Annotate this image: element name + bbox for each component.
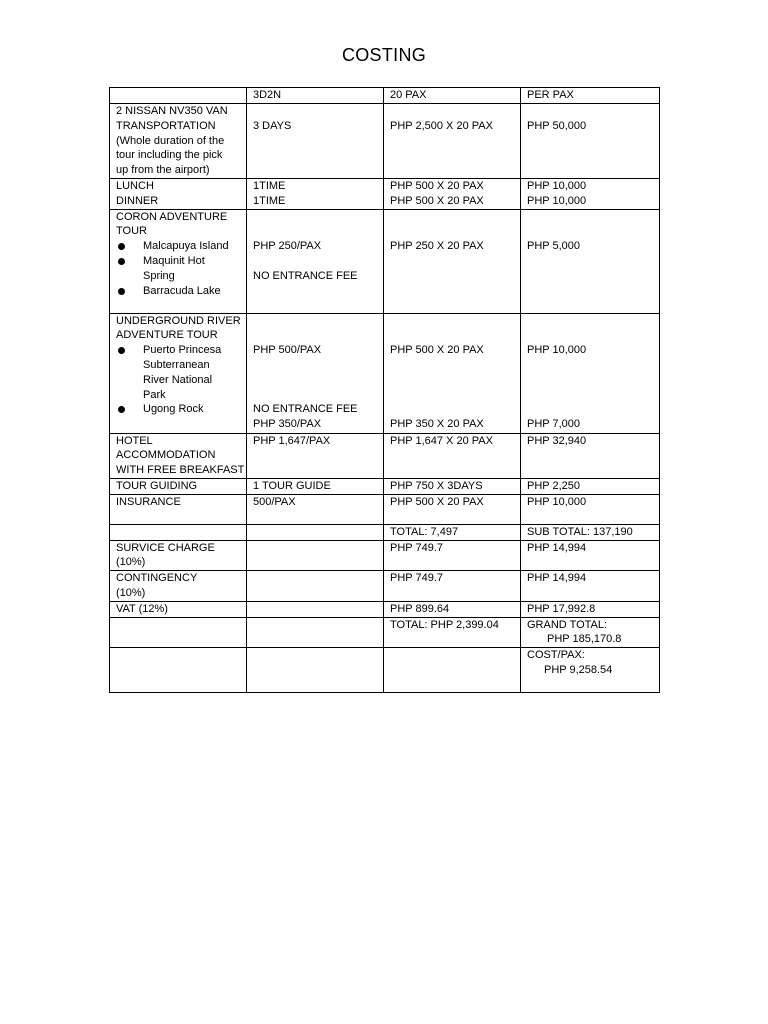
grand-empty-cell bbox=[110, 617, 247, 648]
table-row-insurance bbox=[110, 494, 660, 524]
van-description: 2 NISSAN NV350 VAN TRANSPORTATION (Whole duration of the tour including the pick up from the airport) bbox=[110, 104, 247, 179]
insurance-description: INSURANCE bbox=[110, 494, 247, 524]
cost-pax-empty-cell bbox=[247, 648, 384, 693]
insurance-calc: PHP 500 X 20 PAX bbox=[384, 494, 521, 524]
insurance-rate: 500/PAX bbox=[247, 494, 384, 524]
vat-description: VAT (12%) bbox=[110, 601, 247, 617]
grand-total-cell bbox=[521, 617, 660, 648]
costing-table bbox=[109, 87, 660, 693]
table-row-contingency bbox=[110, 571, 660, 602]
contingency-empty-cell bbox=[247, 571, 384, 602]
subtotal-value: SUB TOTAL: 137,190 bbox=[521, 524, 660, 540]
insurance-total: PHP 10,000 bbox=[521, 494, 660, 524]
vat-total: PHP 17,992.8 bbox=[521, 601, 660, 617]
contingency-total: PHP 14,994 bbox=[521, 571, 660, 602]
underground-total: PHP 10,000 PHP 7,000 bbox=[521, 313, 660, 433]
meals-frequency: 1TIME 1TIME bbox=[247, 179, 384, 210]
table-row-service-charge bbox=[110, 540, 660, 571]
table-row-hotel bbox=[110, 433, 660, 478]
underground-bullet-item: Ugong Rock bbox=[116, 402, 242, 417]
table-row-coron bbox=[110, 209, 660, 313]
hotel-rate: PHP 1,647/PAX bbox=[247, 433, 384, 478]
header-row bbox=[110, 88, 660, 104]
table-row-underground bbox=[110, 313, 660, 433]
cost-pax-cell bbox=[521, 648, 660, 693]
guiding-total: PHP 2,250 bbox=[521, 478, 660, 494]
contingency-calc: PHP 749.7 bbox=[384, 571, 521, 602]
cost-pax-value: PHP 9,258.54 bbox=[544, 663, 613, 676]
vat-empty-cell bbox=[247, 601, 384, 617]
header-cell-per-pax: PER PAX bbox=[521, 88, 660, 104]
coron-bullet-item: Maquinit Hot Spring bbox=[116, 254, 242, 284]
table-row-grand-total bbox=[110, 617, 660, 648]
service-empty-cell bbox=[247, 540, 384, 571]
meals-calc: PHP 500 X 20 PAX PHP 500 X 20 PAX bbox=[384, 179, 521, 210]
hotel-total: PHP 32,940 bbox=[521, 433, 660, 478]
cost-pax-empty-cell bbox=[110, 648, 247, 693]
guiding-calc: PHP 750 X 3DAYS bbox=[384, 478, 521, 494]
underground-bullet-item: Puerto Princesa Subterranean River National Park bbox=[116, 343, 242, 402]
table-row-van bbox=[110, 104, 660, 179]
table-row-meals bbox=[110, 179, 660, 210]
service-total: PHP 14,994 bbox=[521, 540, 660, 571]
service-calc: PHP 749.7 bbox=[384, 540, 521, 571]
coron-total: PHP 5,000 bbox=[521, 209, 660, 313]
header-cell-duration: 3D2N bbox=[247, 88, 384, 104]
header-cell-item bbox=[110, 88, 247, 104]
van-duration: 3 DAYS bbox=[247, 104, 384, 179]
underground-rate: PHP 500/PAX NO ENTRANCE FEE PHP 350/PAX bbox=[247, 313, 384, 433]
meals-total: PHP 10,000 PHP 10,000 bbox=[521, 179, 660, 210]
hotel-description: HOTEL ACCOMMODATION WITH FREE BREAKFAST bbox=[110, 433, 247, 478]
service-description: SURVICE CHARGE (10%) bbox=[110, 540, 247, 571]
table-row-subtotal bbox=[110, 524, 660, 540]
coron-rate: PHP 250/PAX NO ENTRANCE FEE bbox=[247, 209, 384, 313]
coron-bullet-item: Barracuda Lake bbox=[116, 284, 242, 299]
table-row-vat bbox=[110, 601, 660, 617]
grand-total-label: GRAND TOTAL: bbox=[527, 618, 608, 631]
subtotal-empty-cell bbox=[247, 524, 384, 540]
coron-description: CORON ADVENTURE TOUR Malcapuya Island Maquinit Hot Spring Barracuda Lake bbox=[110, 209, 247, 313]
meals-description: LUNCH DINNER bbox=[110, 179, 247, 210]
guiding-description: TOUR GUIDING bbox=[110, 478, 247, 494]
page-title: COSTING bbox=[341, 45, 427, 65]
van-total: PHP 50,000 bbox=[521, 104, 660, 179]
contingency-description: CONTINGENCY (10%) bbox=[110, 571, 247, 602]
grand-empty-cell bbox=[247, 617, 384, 648]
vat-calc: PHP 899.64 bbox=[384, 601, 521, 617]
table-row-guiding bbox=[110, 478, 660, 494]
grand-pax-total: TOTAL: PHP 2,399.04 bbox=[384, 617, 521, 648]
table-row-cost-pax bbox=[110, 648, 660, 693]
hotel-calc: PHP 1,647 X 20 PAX bbox=[384, 433, 521, 478]
guiding-rate: 1 TOUR GUIDE bbox=[247, 478, 384, 494]
underground-calc: PHP 500 X 20 PAX PHP 350 X 20 PAX bbox=[384, 313, 521, 433]
underground-description: UNDERGROUND RIVER ADVENTURE TOUR Puerto Princesa Subterranean River National Park Ugong Rock bbox=[110, 313, 247, 433]
subtotal-pax-total: TOTAL: 7,497 bbox=[384, 524, 521, 540]
subtotal-empty-cell bbox=[110, 524, 247, 540]
cost-pax-label: COST/PAX: bbox=[527, 649, 585, 662]
coron-bullet-item: Malcapuya Island bbox=[116, 239, 242, 254]
cost-pax-empty-cell bbox=[384, 648, 521, 693]
header-cell-pax: 20 PAX bbox=[384, 88, 521, 104]
grand-total-value: PHP 185,170.8 bbox=[547, 633, 622, 646]
coron-calc: PHP 250 X 20 PAX bbox=[384, 209, 521, 313]
van-calc: PHP 2,500 X 20 PAX bbox=[384, 104, 521, 179]
